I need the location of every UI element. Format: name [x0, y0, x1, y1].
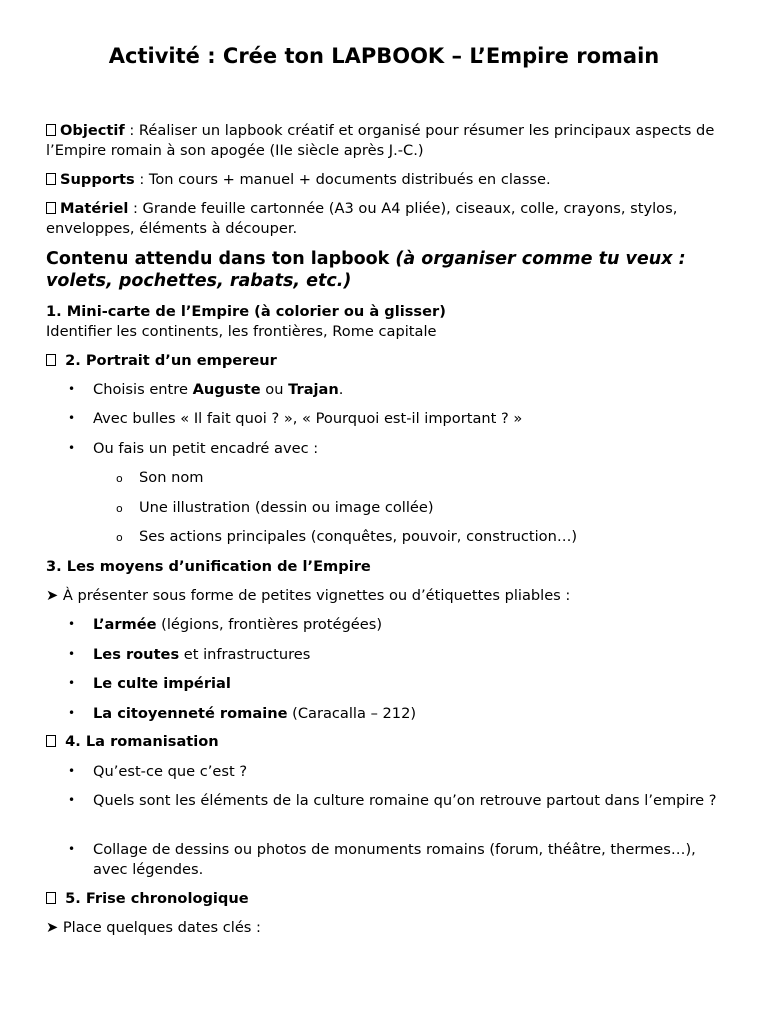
section3-heading: 3. Les moyens d’unification de l’Empire: [46, 558, 371, 575]
section5-intro: ➤ Place quelques dates clés :: [46, 919, 261, 936]
contenu-heading-italic: (à organiser comme tu veux : volets, pochettes, rabats, etc.): [46, 249, 686, 291]
supports-label: Supports: [60, 171, 135, 188]
section5-heading: [46, 889, 726, 909]
list-item: • Avec bulles « Il fait quoi ? », « Pourquoi est-il important ? »: [93, 409, 733, 429]
list-item-text: ou: [260, 381, 289, 398]
missing-glyph-icon: [46, 202, 56, 214]
materiel-text: : Grande feuille cartonnée (A3 ou A4 pliée), ciseaux, colle, crayons, stylos, enveloppes, éléments à découper.: [46, 200, 678, 237]
missing-glyph-icon: [46, 354, 56, 366]
list-item-text: et infrastructures: [179, 646, 311, 663]
list-item: [93, 704, 733, 724]
objectif-text: : Réaliser un lapbook créatif et organisé pour résumer les principaux aspects de l’Empire romain à son apogée (IIe siècle après J.-C.): [46, 122, 715, 159]
section4-heading-text: 4. La romanisation: [60, 733, 219, 750]
page-title: Activité : Crée ton LAPBOOK – L’Empire romain: [108, 44, 660, 68]
list-item: [93, 615, 733, 635]
list-item-bold: Les routes: [93, 646, 180, 663]
list-item: [93, 645, 733, 665]
section2-heading-text: 2. Portrait d’un empereur: [60, 352, 277, 369]
sub-list-item: o Une illustration (dessin ou image collée): [139, 498, 739, 518]
section5-heading-text: 5. Frise chronologique: [60, 890, 249, 907]
list-item-text: Choisis entre: [93, 381, 193, 398]
list-item: • Qu’est-ce que c’est ?: [93, 762, 733, 782]
contenu-heading-main: Contenu attendu dans ton lapbook: [46, 249, 396, 269]
missing-glyph-icon: [46, 124, 56, 136]
supports-paragraph: [46, 170, 726, 190]
objectif-label: Objectif: [60, 122, 125, 139]
missing-glyph-icon: [46, 892, 56, 904]
list-item: [93, 674, 733, 694]
missing-glyph-icon: [46, 735, 56, 747]
materiel-label: Matériel: [60, 200, 129, 217]
objectif-paragraph: [46, 121, 726, 160]
contenu-heading: [46, 248, 736, 292]
list-item-text: (légions, frontières protégées): [156, 616, 383, 633]
list-item-bold: Trajan: [288, 381, 339, 398]
list-item: • Collage de dessins ou photos de monuments romains (forum, théâtre, thermes…), avec légendes.: [93, 840, 733, 879]
section3-intro: ➤ À présenter sous forme de petites vignettes ou d’étiquettes pliables :: [46, 587, 571, 604]
list-item-text: .: [338, 381, 344, 398]
sub-list-item: o Ses actions principales (conquêtes, pouvoir, construction…): [139, 527, 739, 547]
section4-heading: [46, 732, 726, 752]
section1-text: Identifier les continents, les frontières, Rome capitale: [46, 323, 437, 340]
section2-heading: [46, 351, 726, 371]
list-item: [93, 380, 733, 400]
section1-heading: 1. Mini-carte de l’Empire (à colorier ou à glisser): [46, 303, 446, 320]
list-item: • Quels sont les éléments de la culture romaine qu’on retrouve partout dans l’empire ?: [93, 791, 733, 811]
list-item-bold: Auguste: [192, 381, 261, 398]
list-item: • Ou fais un petit encadré avec :: [93, 439, 733, 459]
list-item-text: (Caracalla – 212): [287, 705, 417, 722]
missing-glyph-icon: [46, 173, 56, 185]
materiel-paragraph: [46, 199, 726, 238]
list-item-bold: Le culte impérial: [93, 675, 231, 692]
sub-list-item: o Son nom: [139, 468, 739, 488]
list-item-bold: L’armée: [93, 616, 157, 633]
list-item-bold: La citoyenneté romaine: [93, 705, 288, 722]
supports-text: : Ton cours + manuel + documents distribués en classe.: [134, 171, 551, 188]
